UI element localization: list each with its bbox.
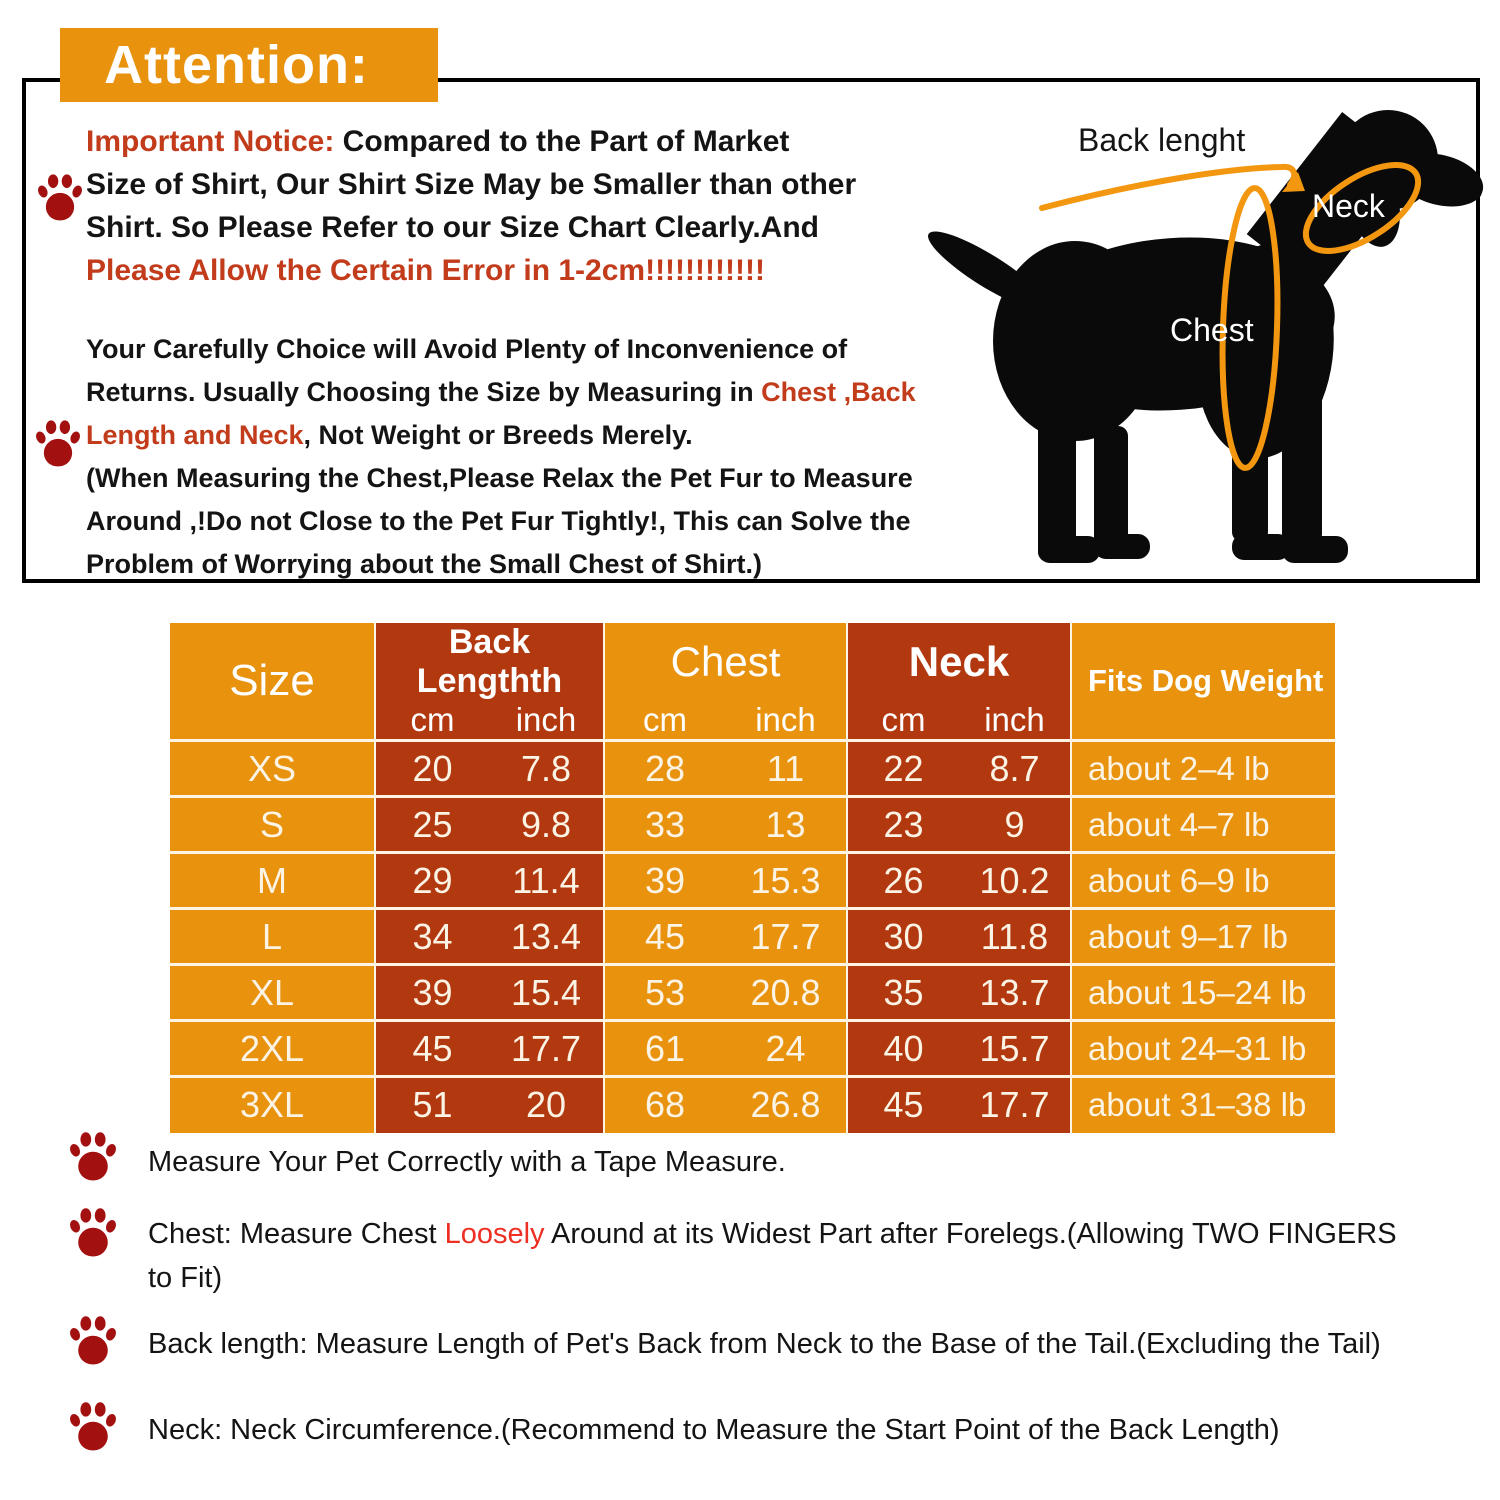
cell-back-inch: 7.8: [489, 741, 604, 797]
notice-line: [86, 120, 856, 163]
notice-text-red: Chest ,Back: [761, 377, 916, 407]
cell-weight: about 2–4 lb: [1071, 741, 1335, 797]
cell-neck-inch: 10.2: [959, 853, 1071, 909]
neck-label: Neck: [1312, 188, 1385, 224]
table-row: [170, 1077, 1335, 1133]
cell-back-cm: 29: [375, 853, 489, 909]
cell-neck-cm: 30: [847, 909, 959, 965]
attention-banner: [60, 28, 438, 102]
cell-back-cm: 51: [375, 1077, 489, 1133]
cell-neck-cm: 22: [847, 741, 959, 797]
cell-chest-inch: 11: [725, 741, 847, 797]
cell-size: 2XL: [170, 1021, 375, 1077]
paw-icon: [38, 172, 82, 222]
cell-neck-cm: 45: [847, 1077, 959, 1133]
notice-line: Around ,!Do not Close to the Pet Fur Tightly!, This can Solve the: [86, 506, 911, 536]
notice-text-red: Important Notice:: [86, 125, 335, 158]
cell-neck-inch: 8.7: [959, 741, 1071, 797]
notice-line: (When Measuring the Chest,Please Relax the Pet Fur to Measure: [86, 463, 913, 493]
header-size: Size: [170, 623, 375, 741]
cell-weight: about 15–24 lb: [1071, 965, 1335, 1021]
notice-line: [86, 371, 916, 414]
table-row: [170, 965, 1335, 1021]
cell-weight: about 31–38 lb: [1071, 1077, 1335, 1133]
cell-back-inch: 11.4: [489, 853, 604, 909]
paw-icon: [70, 1130, 116, 1182]
paw-icon: [36, 418, 80, 468]
cell-back-inch: 20: [489, 1077, 604, 1133]
table-row: [170, 909, 1335, 965]
cell-chest-inch: 20.8: [725, 965, 847, 1021]
note-neck: [148, 1408, 1500, 1452]
subheader-inch: inch: [489, 701, 604, 741]
notice-line: Your Carefully Choice will Avoid Plenty of Inconvenience of: [86, 334, 848, 364]
note-line: [148, 1212, 1500, 1256]
cell-back-inch: 13.4: [489, 909, 604, 965]
chest-label: Chest: [1170, 312, 1254, 348]
notice-text: Compared to the Part of Market: [334, 125, 790, 158]
header-back-length: Back Lengthth: [375, 623, 604, 701]
cell-chest-cm: 28: [604, 741, 725, 797]
cell-weight: about 24–31 lb: [1071, 1021, 1335, 1077]
cell-back-inch: 9.8: [489, 797, 604, 853]
cell-chest-cm: 68: [604, 1077, 725, 1133]
cell-chest-cm: 61: [604, 1021, 725, 1077]
cell-neck-cm: 35: [847, 965, 959, 1021]
cell-weight: about 4–7 lb: [1071, 797, 1335, 853]
notice-text: , Not Weight or Breeds Merely.: [303, 420, 693, 450]
cell-size: 3XL: [170, 1077, 375, 1133]
cell-neck-cm: 26: [847, 853, 959, 909]
subheader-inch: inch: [725, 701, 847, 741]
table-header-row: [170, 623, 1335, 701]
subheader-cm: cm: [604, 701, 725, 741]
cell-chest-inch: 24: [725, 1021, 847, 1077]
attention-title: Attention:: [104, 35, 369, 95]
cell-neck-cm: 23: [847, 797, 959, 853]
cell-chest-cm: 53: [604, 965, 725, 1021]
cell-weight: about 9–17 lb: [1071, 909, 1335, 965]
back-length-label: Back lenght: [1078, 122, 1246, 158]
note-text-red: Loosely: [444, 1218, 545, 1250]
cell-chest-cm: 45: [604, 909, 725, 965]
notice-text: Returns. Usually Choosing the Size by Measuring in: [86, 377, 762, 407]
cell-size: XL: [170, 965, 375, 1021]
table-row: [170, 797, 1335, 853]
header-weight: Fits Dog Weight: [1071, 623, 1335, 741]
paw-icon: [70, 1206, 116, 1258]
cell-back-cm: 25: [375, 797, 489, 853]
cell-neck-inch: 9: [959, 797, 1071, 853]
size-chart-table: [170, 623, 1335, 1133]
notice-text-red: Length and Neck: [86, 420, 304, 450]
cell-chest-cm: 33: [604, 797, 725, 853]
cell-neck-cm: 40: [847, 1021, 959, 1077]
header-chest: Chest: [604, 623, 847, 701]
cell-neck-inch: 11.8: [959, 909, 1071, 965]
paw-icon: [70, 1314, 116, 1366]
note-text: Back length: Measure Length of Pet's Back from Neck to the Base of the Tail.(Excluding the Tail): [148, 1328, 1381, 1360]
cell-size: L: [170, 909, 375, 965]
cell-back-cm: 39: [375, 965, 489, 1021]
table-row: [170, 1021, 1335, 1077]
cell-chest-inch: 17.7: [725, 909, 847, 965]
cell-size: S: [170, 797, 375, 853]
cell-back-cm: 34: [375, 909, 489, 965]
subheader-cm: cm: [375, 701, 489, 741]
notice-line: Size of Shirt, Our Shirt Size May be Smaller than other: [86, 168, 857, 201]
note-line: to Fit): [148, 1262, 223, 1294]
paw-icon: [70, 1400, 116, 1452]
subheader-cm: cm: [847, 701, 959, 741]
cell-chest-inch: 13: [725, 797, 847, 853]
note-text: Measure Your Pet Correctly with a Tape Measure.: [148, 1146, 786, 1178]
note-text: Around at its Widest Part after Forelegs.(Allowing TWO FINGERS: [544, 1218, 1397, 1250]
header-neck: Neck: [847, 623, 1071, 701]
cell-chest-cm: 39: [604, 853, 725, 909]
subheader-inch: inch: [959, 701, 1071, 741]
table-row: [170, 741, 1335, 797]
cell-back-inch: 17.7: [489, 1021, 604, 1077]
cell-size: XS: [170, 741, 375, 797]
note-back-length: [148, 1322, 1500, 1366]
note-text: Neck: Neck Circumference.(Recommend to Measure the Start Point of the Back Length): [148, 1414, 1280, 1446]
notice-line-red: Please Allow the Certain Error in 1-2cm!!!!!!!!!!!!: [86, 254, 765, 287]
notice-line: [86, 414, 916, 457]
notice-line: Problem of Worrying about the Small Chest of Shirt.): [86, 549, 763, 579]
cell-neck-inch: 17.7: [959, 1077, 1071, 1133]
cell-neck-inch: 15.7: [959, 1021, 1071, 1077]
cell-chest-inch: 15.3: [725, 853, 847, 909]
note-chest: [148, 1212, 1500, 1300]
cell-chest-inch: 26.8: [725, 1077, 847, 1133]
cell-back-cm: 20: [375, 741, 489, 797]
important-notice-paragraph: [86, 120, 856, 292]
notice-line: Shirt. So Please Refer to our Size Chart Clearly.And: [86, 211, 819, 244]
cell-weight: about 6–9 lb: [1071, 853, 1335, 909]
cell-back-inch: 15.4: [489, 965, 604, 1021]
cell-size: M: [170, 853, 375, 909]
note-measure-pet: [148, 1140, 1500, 1184]
table-row: [170, 853, 1335, 909]
note-text: Chest: Measure Chest: [148, 1218, 445, 1250]
cell-neck-inch: 13.7: [959, 965, 1071, 1021]
cell-back-cm: 45: [375, 1021, 489, 1077]
choice-advice-paragraph: [86, 328, 916, 586]
